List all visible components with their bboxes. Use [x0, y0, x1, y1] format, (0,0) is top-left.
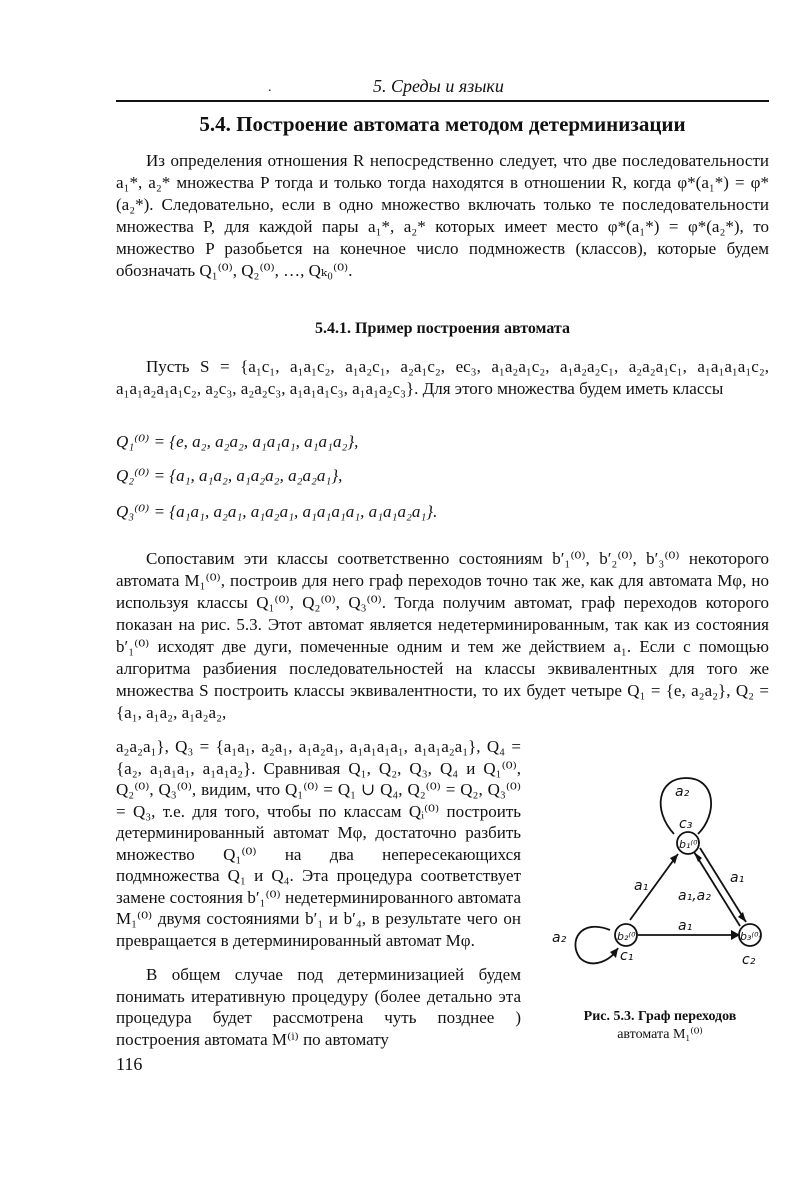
class-q1: Q₁⁽⁰⁾ = {e, a₂, a₂a₂, a₁a₁a₁, a₁a₁a₂},	[116, 432, 359, 451]
running-header: 5. Среды и языки	[373, 76, 504, 96]
transition-graph-figure	[540, 770, 780, 970]
arrowhead-b3-b1	[694, 852, 702, 862]
label-a1-left: a₁	[634, 878, 649, 894]
paragraph-3: Сопоставим эти классы соответственно состояниям b′₁⁽⁰⁾, b′₂⁽⁰⁾, b′₃⁽⁰⁾ некоторого автомата M₁⁽⁰⁾, построив для него граф переходов точно так же, как для автомата Mφ, но используя классы Q₁⁽⁰⁾, Q₂⁽⁰⁾, Q₃⁽⁰⁾. Тогда получим автомат, граф переходов которого показан на рис. 5.3. Этот автомат является недетерминированным, так как из состояния b′₁⁽⁰⁾ исходят две дуги, помеченные одним и тем же действием a₁. Если с помощью алгоритма разбиения последовательностей на классы эквивалентных для того же множества S построить классы эквивалентности, то их будет четыре Q₁ = {e, a₂a₂}, Q₂ = {a₁, a₁a₂, a₁a₂a₂,	[116, 549, 769, 722]
label-c2: c₂	[742, 952, 756, 968]
label-a1a2: a₁,a₂	[678, 888, 711, 904]
label-b2: b₂⁽⁰⁾	[617, 930, 639, 943]
section-title: 5.4. Построение автомата методом детерминизации	[199, 112, 686, 136]
figure-caption	[540, 1008, 780, 1044]
loop-b2	[575, 927, 618, 964]
paragraph-5: В общем случае под детерминизацией будем понимать итеративную процедуру (более детально эта процедура будет рассмотрена чуть позднее ) построения автомата M⁽ⁱ⁾ по автомату	[116, 965, 521, 1049]
header-rule	[116, 100, 769, 102]
class-q3: Q₃⁽⁰⁾ = {a₁a₁, a₂a₁, a₁a₂a₁, a₁a₁a₁a₁, a₁a₁a₂a₁}.	[116, 502, 438, 521]
label-b1: b₁⁽⁰⁾	[679, 838, 701, 851]
arrowhead-b1-b3	[738, 912, 746, 922]
paragraph-2: Пусть S = {a₁c₁, a₁a₁c₂, a₁a₂c₁, a₂a₁c₂, ec₃, a₁a₂a₁c₂, a₁a₂a₂c₁, a₂a₂a₁c₁, a₁a₁a₁a₁c₂, a₁a₁a₂a₁a₁c₂, a₂c₃, a₂a₂c₃, a₁a₁a₁c₃, a₁a₁a₂c₃}. Для этого множества будем иметь классы	[116, 357, 769, 398]
label-a2-top: a₂	[675, 784, 690, 800]
figure-caption-line1: Рис. 5.3. Граф переходов	[583, 1009, 737, 1024]
label-a2-left: a₂	[552, 930, 567, 946]
label-c1: c₁	[620, 948, 634, 964]
class-q2: Q₂⁽⁰⁾ = {a₁, a₁a₂, a₁a₂a₂, a₂a₂a₁},	[116, 466, 343, 485]
paragraph-4: a₂a₂a₁}, Q₃ = {a₁a₁, a₂a₁, a₁a₂a₁, a₁a₁a₁a₁, a₁a₁a₂a₁}, Q₄ = {a₂, a₁a₁a₁, a₁a₁a₂}. Сравнивая Q₁, Q₂, Q₃, Q₄ и Q₁⁽⁰⁾, Q₂⁽⁰⁾, Q₃⁽⁰⁾, видим, что Q₁⁽⁰⁾ = Q₁ ∪ Q₄, Q₂⁽⁰⁾ = Q₂, Q₃⁽⁰⁾ = Q₃, т.е. для того, чтобы по классам Qᵢ⁽⁰⁾ построить детерминированный автомат Mφ, достаточно разбить множество Q₁⁽⁰⁾ на два непересекающихся подмножества Q₁ и Q₄. Эта процедура соответствует замене состояния b′₁⁽⁰⁾ недетерминированного автомата M₁⁽⁰⁾ двумя состояниями b′₁ и b′₄, в результате чего он превращается в детерминированный автомат Mφ.	[116, 737, 521, 950]
subsection-title: 5.4.1. Пример построения автомата	[315, 320, 570, 337]
figure-caption-line2: автомата M₁⁽⁰⁾	[617, 1027, 703, 1042]
label-a1-bottom: a₁	[678, 918, 693, 934]
label-c3: c₃	[679, 816, 693, 832]
header-mark: .	[268, 80, 272, 95]
page-number: 116	[116, 1054, 143, 1074]
paragraph-1: Из определения отношения R непосредственно следует, что две последовательности a₁*, a₂* множества P тогда и только тогда находятся в отношении R, когда φ*(a₁*) = φ*(a₂*). Следовательно, если в одно множество включать только те последовательности множества P, для каждой пары a₁*, a₂* которых имеет место φ*(a₁*) = φ*(a₂*), то множество P разобьется на конечное число подмножеств (классов), которые будем обозначать Q₁⁽⁰⁾, Q₂⁽⁰⁾, …, Qₖ₀⁽⁰⁾.	[116, 151, 769, 280]
label-b3: b₃⁽⁰⁾	[740, 930, 762, 943]
label-a1-right: a₁	[730, 870, 745, 886]
